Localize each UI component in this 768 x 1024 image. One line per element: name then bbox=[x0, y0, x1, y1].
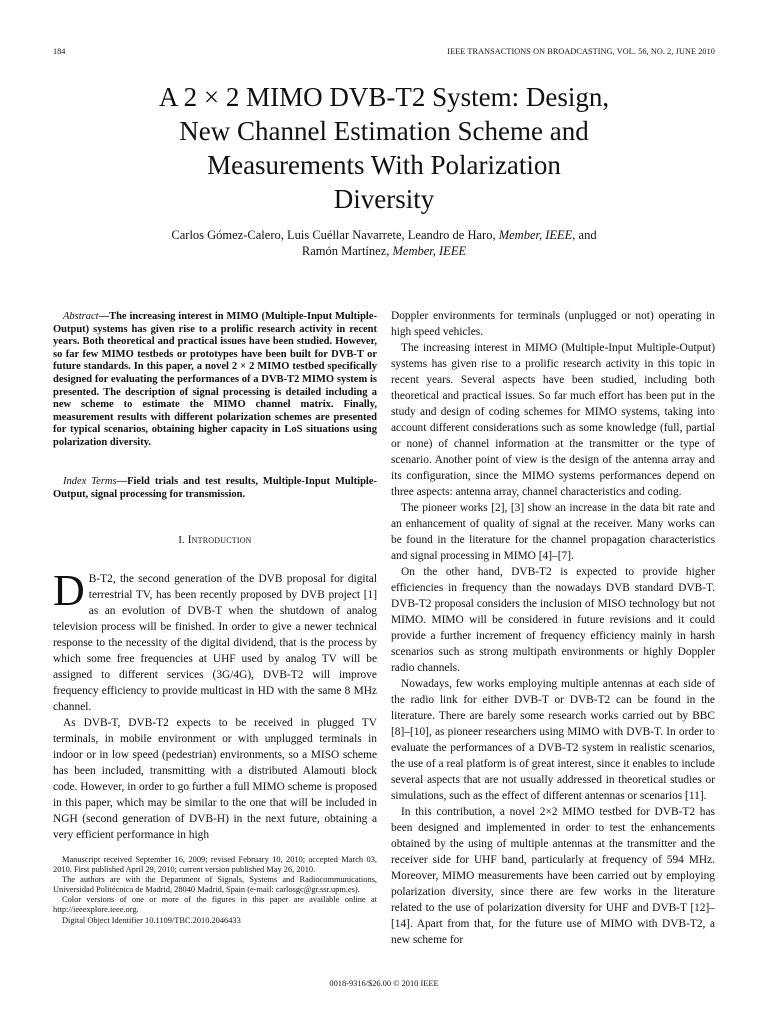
abstract-text: The increasing interest in MIMO (Multiple-Input Multiple-Output) systems has given rise to a prolific research activity in recent years. Both theoretical and practical issues have been studied. However, so far few MIMO testbeds or prototypes have been built for DVB-T or future standards. In this paper, a novel 2 × 2 MIMO testbed specifically designed for evaluating the performances of a DVB-T2 MIMO system is presented. The description of signal processing is detailed including a new scheme to estimate the MIMO channel matrix. Finally, measurement results with different polarization schemes are presented for typical scenarios, obtaining higher capacity in LoS situations using polarization diversity. bbox=[53, 311, 377, 448]
right-paragraph: The increasing interest in MIMO (Multiple-Input Multiple-Output) systems has given rise to a prolific research activity in this topic in recent years. Several aspects have been studied, including both theoretical and practical issues. So far much effort has been put in the study and design of coding schemes for MIMO systems, taking into account different considerations such as some knowledge (full, partial or none) of channel information at the transmitter or the type of scenario. Another point of view is the design of the antenna array and its configuration, since the MIMO systems performances depend on three aspects: antenna array, channel characteristics and coding. bbox=[391, 342, 715, 498]
footnote-affiliation: The authors are with the Department of Signals, Systems and Radiocommunications, Universidad Politécnica de Madrid, 28040 Madrid, Spain (e-mail: carlosgc@gr.ssr.upm.es). bbox=[53, 875, 377, 895]
right-paragraph: In this contribution, a novel 2×2 MIMO testbed for DVB-T2 has been designed and implemented in order to test the enhancements obtained by the using of multiple antennas at the transmitter and the receiver side for UHF band, particularly at frequency of 594 MHz. Moreover, MIMO measurements have been carried out by employing polarization diversity, since there are few works in the literature related to the use of polarization diversity for UHF and DVB-T [12]–[14]. Apart from that, for the future use of MIMO with DVB-T2, a new scheme for bbox=[391, 806, 715, 946]
copyright-footer: 0018-9316/$26.00 © 2010 IEEE bbox=[329, 979, 439, 988]
author-line-1: Carlos Gómez-Calero, Luis Cuéllar Navarrete, Leandro de Haro, Member, IEEE, and bbox=[171, 228, 597, 242]
footnote bbox=[53, 855, 377, 926]
section-heading-introduction: I. Introduction bbox=[178, 534, 252, 546]
index-terms-label: Index Terms bbox=[63, 476, 117, 487]
right-paragraph: On the other hand, DVB-T2 is expected to provide higher efficiencies in frequency than the nowadays DVB standard DVB-T. DVB-T2 proposal considers the inclusion of MISO technology but not MIMO. MIMO will be considered in future revisions and it could provide a further increment of frequency efficiency mainly in harsh scenarios such as strong multipath environments or highly Doppler radio channels. bbox=[391, 566, 715, 674]
title-line: New Channel Estimation Scheme and bbox=[179, 116, 589, 146]
abstract: Abstract—The increasing interest in MIMO (Multiple-Input Multiple-Output) systems has given rise to a prolific research activity in recent years. Both theoretical and practical issues have been studied. However, so far few MIMO testbeds or prototypes have been built for DVB-T or future standards. In this paper, a novel 2 × 2 MIMO testbed specifically designed for evaluating the performances of a DVB-T2 MIMO system is presented. The description of signal processing is detailed including a new scheme to estimate the MIMO channel matrix. Finally, measurement results with different polarization schemes are presented for typical scenarios, obtaining higher capacity in LoS situations using polarization diversity. bbox=[53, 311, 377, 448]
author-line-2: Ramón Martínez, Member, IEEE bbox=[301, 244, 467, 258]
paper-title bbox=[60, 80, 708, 216]
right-column bbox=[391, 308, 715, 948]
title-line: A 2 × 2 MIMO DVB-T2 System: Design, bbox=[158, 82, 610, 112]
right-paragraph: Doppler environments for terminals (unplugged or not) operating in high speed vehicles. bbox=[391, 310, 715, 338]
intro-paragraph-2: As DVB-T, DVB-T2 expects to be received in plugged TV terminals, in mobile environment or with unplugged terminals in indoor or in low speed (pedestrian) environments, so a MISO scheme has been included, transmitting with a distributed Alamouti block code. However, in order to go further a full MIMO scheme is proposed in this paper, which may be similar to the one that will be included in NGH (second generation of DVB-H) in the next future, obtaining a very efficient performance in high bbox=[53, 717, 377, 841]
author-list bbox=[60, 227, 708, 259]
title-line: Measurements With Polarization bbox=[207, 150, 561, 180]
footnote-color-note: Color versions of one or more of the figures in this paper are available online at http://ieeexplore.ieee.org. bbox=[53, 895, 377, 915]
page-number: 184 bbox=[53, 47, 66, 56]
right-paragraph: The pioneer works [2], [3] show an increase in the data bit rate and an enhancement of quality of signal at the receiver. Many works can be found in the literature for the channel propagation characteristics and signal processing in MIMO [4]–[7]. bbox=[391, 502, 715, 562]
right-paragraph: Nowadays, few works employing multiple antennas at each side of the radio link for either DVB-T or DVB-T2 can be found in the literature. There are barely some research works carried out by BBC [8]–[10], as pioneer researchers using MIMO with DVB-T. In order to evaluate the performances of a DVB-T2 system in realistic scenarios, the use of a real platform is of great interest, since it enables to include several aspects that are not usually addressed in theoretical studies or simulations, such as the effect of different antennas or scenarios [11]. bbox=[391, 678, 715, 802]
index-terms-text: Field trials and test results, Multiple-Input Multiple-Output, signal processing for transmission. bbox=[53, 476, 377, 500]
abstract-label: Abstract bbox=[63, 311, 99, 322]
drop-cap: D bbox=[53, 566, 85, 615]
journal-citation: IEEE TRANSACTIONS ON BROADCASTING, VOL. 56, NO. 2, JUNE 2010 bbox=[447, 47, 715, 56]
index-terms: Index Terms—Field trials and test results, Multiple-Input Multiple-Output, signal processing for transmission. bbox=[53, 476, 377, 500]
introduction-text bbox=[53, 566, 377, 843]
intro-paragraph-1: D B-T2, the second generation of the DVB proposal for digital terrestrial TV, has been recently proposed by DVB project [1] as an evolution of DVB-T when the shutdown of analog television process will be finished. In order to give a newer technical response to the necessity of the digital dividend, that is the process by which some free frequencies at UHF used by analog TV will be assigned to different services (3G/4G), DVB-T2 will improve frequency efficiency to provide multicast in HD with the same 8 MHz channel. bbox=[53, 566, 377, 713]
footnote-dates: Manuscript received September 16, 2009; revised February 10, 2010; accepted March 03, 2010. First published April 29, 2010; current version published May 26, 2010. bbox=[53, 855, 377, 875]
running-header bbox=[53, 47, 715, 59]
footnote-doi: Digital Object Identifier 10.1109/TBC.2010.2046433 bbox=[62, 915, 241, 925]
title-line: Diversity bbox=[333, 184, 435, 214]
